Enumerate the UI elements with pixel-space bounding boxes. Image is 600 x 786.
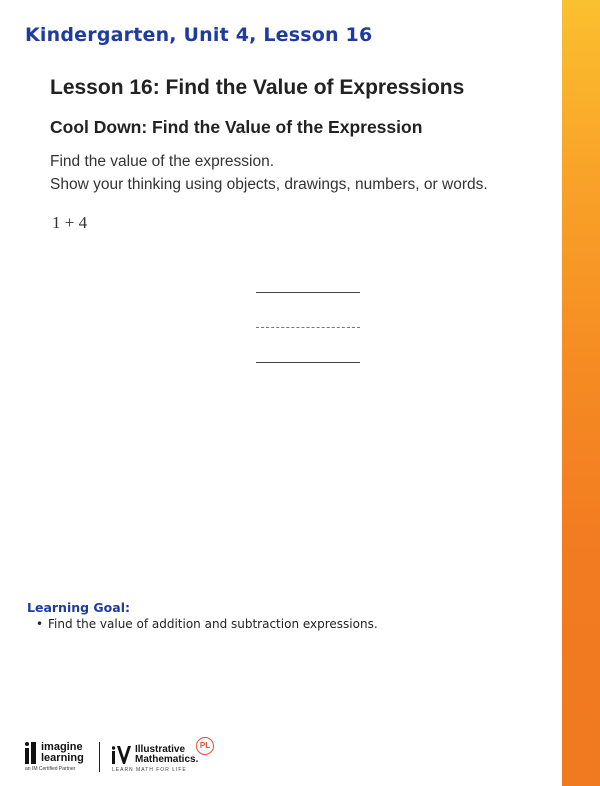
handwriting-top-line: [256, 292, 360, 293]
bullet-icon: •: [36, 617, 44, 631]
imagine-learning-logo: [25, 740, 95, 774]
pl-badge-icon: PL: [196, 737, 214, 755]
unit-heading: Kindergarten, Unit 4, Lesson 16: [25, 24, 373, 46]
instruction-line: Show your thinking using objects, drawings, numbers, or words.: [50, 176, 488, 193]
math-expression: 1 + 4: [52, 213, 88, 232]
decorative-side-stripe: [562, 0, 600, 786]
imagine-learning-mark-icon: [25, 742, 39, 764]
illustrative-mathematics-tagline: LEARN MATH FOR LIFE: [112, 767, 187, 773]
instruction-line: Find the value of the expression.: [50, 153, 275, 170]
handwriting-baseline: [256, 362, 360, 363]
illustrative-mathematics-logo: [108, 737, 218, 775]
cooldown-title: Cool Down: Find the Value of the Expression: [50, 117, 423, 137]
instructions: [50, 150, 488, 196]
imagine-learning-subtitle: an IM Certified Partner: [25, 766, 76, 772]
illustrative-mathematics-wordmark: Illustrative Mathematics.: [135, 744, 199, 765]
learning-goal-list: [36, 617, 378, 631]
imagine-learning-wordmark: imagine learning: [41, 741, 84, 764]
logo-divider: [99, 742, 100, 772]
list-item: [36, 617, 378, 631]
lesson-title: Lesson 16: Find the Value of Expressions: [50, 76, 465, 99]
illustrative-mathematics-mark-icon: [112, 746, 132, 764]
handwriting-middle-dashed-line: [256, 327, 360, 328]
learning-goal-text: Find the value of addition and subtraction expressions.: [48, 617, 378, 631]
learning-goal-heading: Learning Goal:: [27, 600, 130, 615]
